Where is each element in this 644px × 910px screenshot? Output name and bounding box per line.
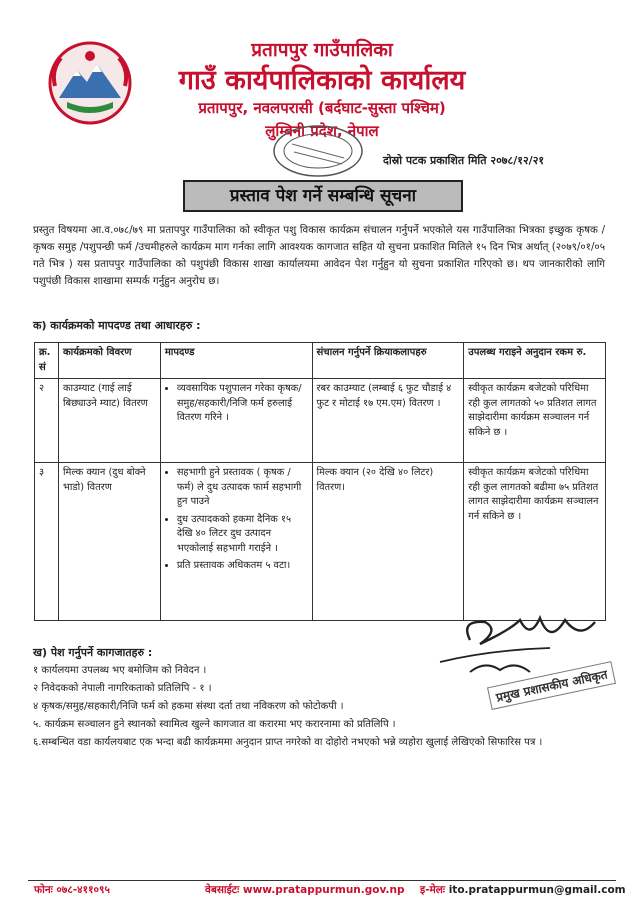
phone-value: ०७८-४११०९५ bbox=[56, 884, 110, 896]
org-name-office: गाउँ कार्यपालिकाको कार्यालय bbox=[178, 65, 466, 96]
footer-email bbox=[420, 883, 626, 897]
publication-date: दोस्रो पटक प्रकाशित मिति २०७८/१२/२१ bbox=[383, 154, 545, 167]
document-item: ४ कृषक/समुह/सहकारी/निजि फर्म को हकमा संस्था दर्ता तथा नविकरण को फोटोकपी । bbox=[33, 701, 344, 712]
cell-criteria bbox=[160, 463, 312, 621]
cell-sn: ३ bbox=[35, 463, 59, 621]
table-header-row bbox=[35, 343, 606, 379]
cell-criteria bbox=[160, 379, 312, 463]
footer-divider bbox=[28, 880, 616, 881]
section-a-title: क) कार्यक्रमको मापदण्ड तथा आधारहरु : bbox=[33, 319, 201, 332]
criteria-item: • सहभागी हुने प्रस्तावक ( कृषक /फर्म) ले दुध उत्पादक फार्म सहभागी हुन पाउने bbox=[177, 466, 308, 510]
notice-title: प्रस्ताव पेश गर्ने सम्बन्धि सूचना bbox=[183, 180, 463, 212]
header-program: कार्यक्रमको विवरण bbox=[58, 343, 160, 379]
office-stamp-icon bbox=[270, 122, 366, 180]
intro-paragraph: प्रस्तुत विषयमा आ.व.०७८/७९ मा प्रतापपुर गाउँपालिका को स्वीकृत पशु विकास कार्यक्रम संचालन गर्नुपर्ने भएकोले यस गाउँपालिका भित्रका इच्छुक कृषक /कृषक समुह /पशुपन्छी फर्म /उचमीहरुले कार्यक्रम माग गर्नका लागि आवश्यक कागजात सहित यो सुचना प्रकाशित मितिले १५ दिन भित्र अर्थात् (२०७९/०१/०५ गते भित्र ) यस प्रतापपुर गाउँपालिका को पशुपंछी विकास शाखा कार्यालयमा आवेदन पेश गर्नुहुन यो सुचना प्रकाशित गरिएको छ। थप जानकारीको लागि पशुपंछी विकास शाखामा सम्पर्क गर्नुहुन अनुरोध छ। bbox=[33, 225, 605, 287]
cell-program: काउम्याट (गाई लाई बिछ्याउने म्याट) वितरण bbox=[58, 379, 160, 463]
table-row bbox=[35, 463, 606, 621]
header-sn: क्र. सं bbox=[35, 343, 59, 379]
cell-sn: २ bbox=[35, 379, 59, 463]
criteria-item: • प्रति प्रस्तावक अधिकतम ५ वटा। bbox=[177, 559, 308, 574]
footer-phone bbox=[34, 883, 110, 897]
document-item: ५. कार्यक्रम सञ्चालन हुने स्थानको स्वामित्व खुल्ने कागजात वा करारमा भए करारनामा को प्रतिलिपि । bbox=[33, 719, 396, 730]
cell-activities: मिल्क क्यान (२० देखि ४० लिटर) वितरण। bbox=[312, 463, 464, 621]
website-label: वेबसाईटः bbox=[205, 884, 240, 896]
org-name-municipality: प्रतापपुर गाउँपालिका bbox=[251, 39, 393, 61]
document-item: ६.सम्बन्धित वडा कार्यलयबाट एक भन्दा बढी कार्यक्रममा अनुदान प्राप्त नगरेको वा दोहोरो नभएको भन्ने व्यहोरा खुलाई लेखिएको सिफारिस पत्र । bbox=[33, 737, 543, 748]
cell-grant: स्वीकृत कार्यक्रम बजेटको परिधिमा रही कुल लागतको ५० प्रतिशत लागत साझेदारीमा कार्यक्रम सञ्चालन गर्न सकिने छ । bbox=[464, 379, 606, 463]
website-link[interactable]: www.pratappurmun.gov.np bbox=[242, 884, 405, 896]
document-item: १ कार्यलयमा उपलब्ध भए बमोजिम को निवेदन । bbox=[33, 665, 207, 676]
phone-label: फोनः bbox=[34, 884, 53, 896]
section-b-title: ख) पेश गर्नुपर्ने कागजातहरु : bbox=[33, 646, 153, 659]
document-item: २ निवेदकको नेपाली नागरिकताको प्रतिलिपि - १ । bbox=[33, 683, 212, 694]
criteria-item: • व्यवसायिक पशुपालन गरेका कृषक/समुह/सहकारी/निजि फर्म हरुलाई वितरण गरिने । bbox=[177, 382, 308, 426]
email-label: इ-मेलः bbox=[420, 884, 446, 896]
header-grant: उपलब्ध गराइने अनुदान रकम रु. bbox=[464, 343, 606, 379]
org-address: प्रतापपुर, नवलपरासी (बर्दघाट-सुस्ता पश्चिम) bbox=[198, 99, 446, 117]
header-criteria: मापदण्ड bbox=[160, 343, 312, 379]
criteria-table bbox=[34, 342, 606, 621]
cell-grant: स्वीकृत कार्यक्रम बजेटको परिधिमा रही कुल लागतको बढीमा ७५ प्रतिशत लागत साझेदारीमा कार्यक्रम सञ्चालन गर्न सकिने छ । bbox=[464, 463, 606, 621]
org-province: लुम्बिनी प्रदेश, नेपाल bbox=[265, 122, 379, 140]
cell-activities: रबर काउम्याट (लम्बाई ६ फुट चौडाई ४ फुट र मोटाई १७ एम.एम) वितरण । bbox=[312, 379, 464, 463]
table-row bbox=[35, 379, 606, 463]
cell-program: मिल्क क्यान (दुध बोक्ने भाडो) वितरण bbox=[58, 463, 160, 621]
signature-caption: प्रमुख प्रशासकीय अधिकृत bbox=[487, 661, 616, 710]
header-activities: संचालन गर्नुपर्ने क्रियाकलापहरु bbox=[312, 343, 464, 379]
email-link[interactable]: ito.pratappurmun@gmail.com bbox=[448, 884, 626, 896]
criteria-item: • दुध उत्पादकको हकमा दैनिक १५ देखि ४० लिटर दुध उत्पादन भएकोलाई सहभागी गराईने । bbox=[177, 513, 308, 557]
footer-website bbox=[205, 883, 404, 897]
